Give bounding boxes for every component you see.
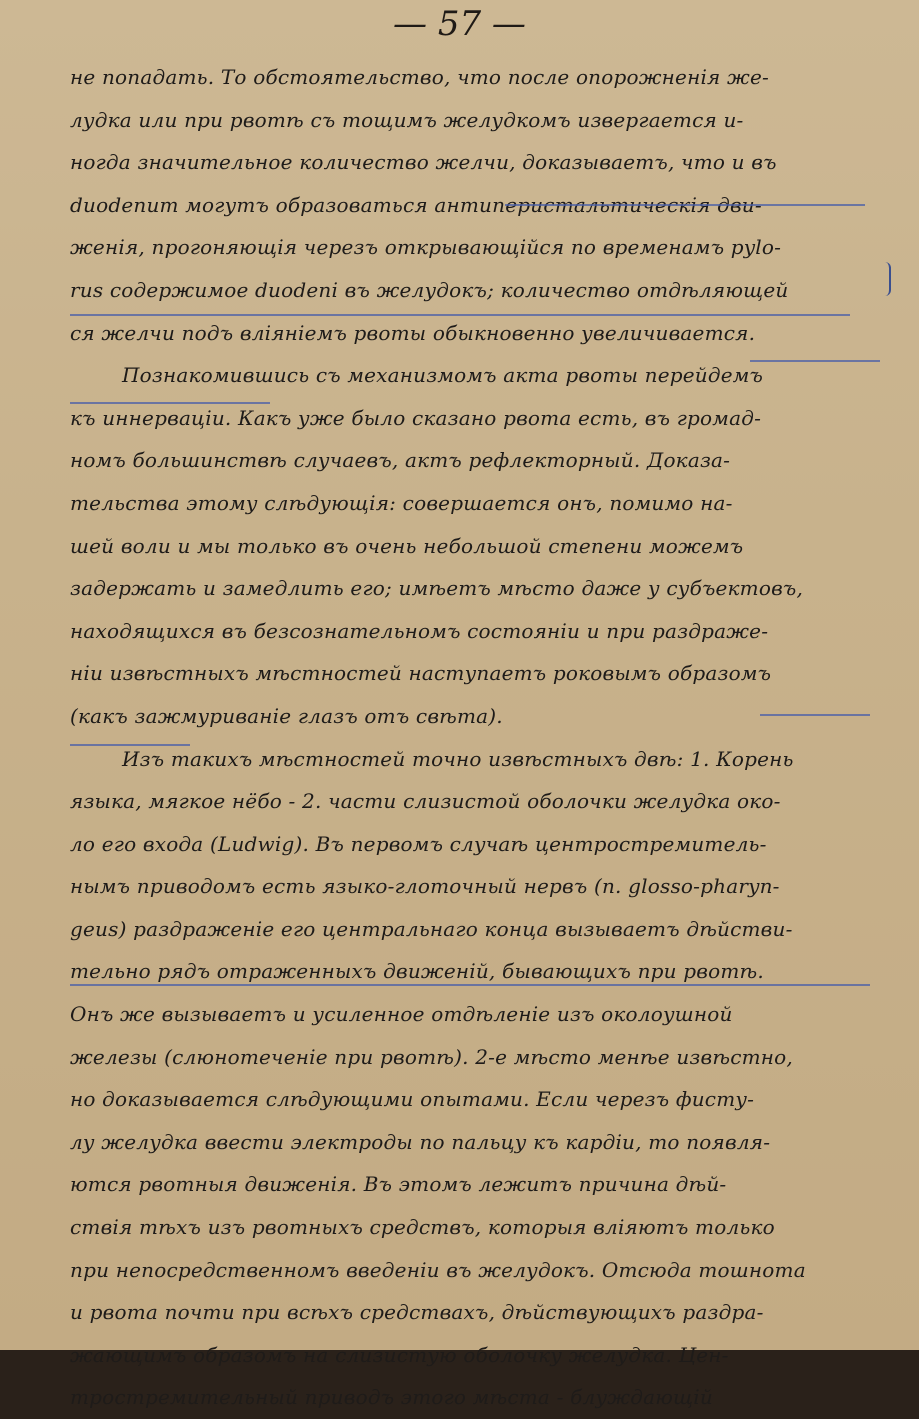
text-line: железы (слюнотеченіе при рвотѣ). 2-е мѣсто менѣе извѣстно, [70,1044,793,1069]
text-line: находящихся въ безсознательномъ состояніи и при раздраже- [70,618,769,643]
text-line: ствія тѣхъ изъ рвотныхъ средствъ, которыя вліяютъ только [70,1215,775,1240]
pencil-underline [750,360,880,362]
pencil-underline [70,314,850,316]
text-line: не попадать. То обстоятельство, что после опорожненія же- [70,65,769,89]
text-line: шей воли и мы только въ очень небольшой степени можемъ [70,533,744,558]
text-line: Онъ же вызываетъ и усиленное отдѣленіе изъ околоушной [70,1002,733,1027]
pencil-underline [70,744,190,746]
paragraph-start-line: Познакомившись съ механизмомъ акта рвоты перейдемъ [122,363,764,388]
text-line: при непосредственномъ введеніи въ желудокъ. Отсюда тошнота [70,1257,806,1282]
text-line: ся желчи подъ вліяніемъ рвоты обыкновенно увеличивается. [70,320,756,345]
text-line: задержать и замедлить его; имѣетъ мѣсто даже у субъектовъ, [70,576,804,601]
pencil-underline [760,714,870,716]
text-line: (какъ зажмуриваніе глазъ отъ свѣта). [70,703,503,728]
text-line: лудка или при рвотѣ съ тощимъ желудкомъ извергается и- [70,107,744,132]
text-line: жающимъ образомъ на слизистую оболочку желудка. Цен- [70,1342,729,1367]
text-line: ло его входа (Ludwig). Въ первомъ случаѣ центростремитель- [70,831,767,856]
text-line: rus содержимое duodeni въ желудокъ; количество отдѣляющей [70,277,789,302]
text-line: тростремительный приводъ этого мѣста - блуждающій [70,1385,713,1410]
text-line: нымъ приводомъ есть языко-глоточный нервъ (n. glosso-pharyn- [70,874,780,899]
handwritten-text-block [70,56,889,1419]
text-line: но доказывается слѣдующими опытами. Если черезъ фисту- [70,1087,755,1112]
text-line: и рвота почти при всѣхъ средствахъ, дѣйствующихъ раздра- [70,1300,764,1325]
text-line: тельно рядъ отраженныхъ движеній, бывающихъ при рвотѣ. [70,959,764,984]
text-line: тельства этому слѣдующія: совершается онъ, помимо на- [70,490,733,515]
text-line: duodenum могутъ образоваться антиперистальтическія дви- [70,192,762,217]
paragraph-start-line: Изъ такихъ мѣстностей точно извѣстныхъ двѣ: 1. Корень [122,746,794,771]
pencil-underline [505,204,865,206]
text-line: женія, прогоняющія черезъ открывающійся по временамъ pylo- [70,235,782,260]
text-line: ногда значительное количество желчи, доказываетъ, что и въ [70,150,777,175]
text-line: языка, мягкое нёбо - 2. части слизистой оболочки желудка око- [70,789,781,814]
text-line: ются рвотныя движенія. Въ этомъ лежитъ причина дѣй- [70,1172,727,1197]
margin-bracket-mark [885,262,891,296]
text-line: къ иннерваціи. Какъ уже было сказано рвота есть, въ громад- [70,405,762,430]
text-line: ніи извѣстныхъ мѣстностей наступаетъ роковымъ образомъ [70,661,772,686]
pencil-underline [70,984,870,986]
pencil-underline [70,402,270,404]
page-number: — 57 — [393,4,526,44]
text-line: geus) раздраженіе его центральнаго конца вызываетъ дѣйстви- [70,916,793,941]
text-line: номъ большинствѣ случаевъ, актъ рефлекторный. Доказа- [70,448,731,473]
text-line: лу желудка ввести электроды по пальцу къ кардіи, то появля- [70,1129,771,1154]
